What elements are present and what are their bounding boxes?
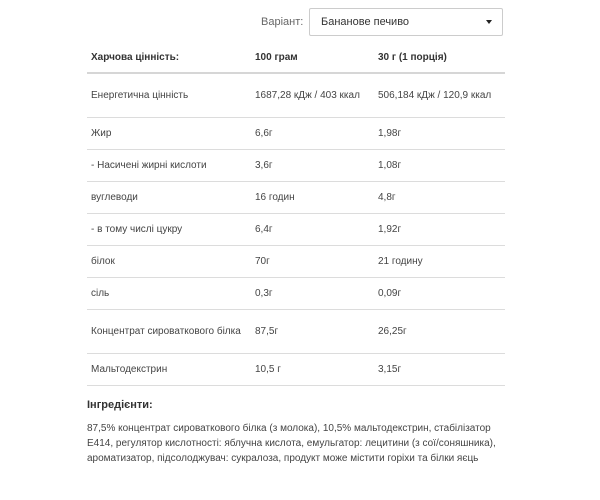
value-per-100g: 6,4г bbox=[251, 214, 374, 246]
table-row bbox=[87, 278, 505, 310]
value-per-100g: 87,5г bbox=[251, 310, 374, 354]
value-per-100g: 1687,28 кДж / 403 ккал bbox=[251, 73, 374, 118]
variant-select[interactable] bbox=[309, 8, 503, 36]
value-per-serving: 506,184 кДж / 120,9 ккал bbox=[374, 73, 505, 118]
table-row bbox=[87, 150, 505, 182]
nutrient-name: - Насичені жирні кислоти bbox=[87, 150, 251, 182]
value-per-serving: 0,09г bbox=[374, 278, 505, 310]
ingredients-text: 87,5% концентрат сироваткового білка (з молока), 10,5% мальтодекстрин, стабілізатор Е414, регулятор кислотності: яблучна кислота, емульгатор: лецитини (з сої/соняшника), ароматизатор, підсолоджувач: сукралоза, продукт може містити горіхи та білки яєць bbox=[87, 423, 496, 464]
column-header-per-100g: 100 грам bbox=[251, 44, 374, 73]
value-per-100g: 0,3г bbox=[251, 278, 374, 310]
nutrient-name: Енергетична цінність bbox=[87, 73, 251, 118]
variant-selected-value: Бананове печиво bbox=[321, 16, 410, 28]
nutrition-table bbox=[87, 44, 505, 386]
table-row bbox=[87, 182, 505, 214]
value-per-serving: 1,92г bbox=[374, 214, 505, 246]
nutrient-name: сіль bbox=[87, 278, 251, 310]
value-per-serving: 26,25г bbox=[374, 310, 505, 354]
value-per-100g: 70г bbox=[251, 246, 374, 278]
column-header-per-serving: 30 г (1 порція) bbox=[374, 44, 505, 73]
value-per-serving: 1,08г bbox=[374, 150, 505, 182]
column-header-nutrient: Харчова цінність: bbox=[87, 44, 251, 73]
nutrient-name: білок bbox=[87, 246, 251, 278]
table-row bbox=[87, 310, 505, 354]
ingredients-heading: Інгредієнти: bbox=[87, 399, 153, 411]
value-per-100g: 3,6г bbox=[251, 150, 374, 182]
table-row bbox=[87, 118, 505, 150]
value-per-100g: 16 годин bbox=[251, 182, 374, 214]
nutrient-name: вуглеводи bbox=[87, 182, 251, 214]
table-row bbox=[87, 354, 505, 386]
nutrient-name: Мальтодекстрин bbox=[87, 354, 251, 386]
value-per-100g: 6,6г bbox=[251, 118, 374, 150]
variant-selector-row bbox=[0, 8, 600, 38]
value-per-100g: 10,5 г bbox=[251, 354, 374, 386]
value-per-serving: 21 годину bbox=[374, 246, 505, 278]
table-row bbox=[87, 214, 505, 246]
table-row bbox=[87, 73, 505, 118]
variant-label: Варіант: bbox=[261, 16, 304, 28]
value-per-serving: 1,98г bbox=[374, 118, 505, 150]
value-per-serving: 3,15г bbox=[374, 354, 505, 386]
nutrient-name: Концентрат сироваткового білка bbox=[87, 310, 251, 354]
value-per-serving: 4,8г bbox=[374, 182, 505, 214]
nutrient-name: - в тому числі цукру bbox=[87, 214, 251, 246]
table-header-row bbox=[87, 44, 505, 73]
nutrient-name: Жир bbox=[87, 118, 251, 150]
chevron-down-icon bbox=[486, 20, 492, 24]
table-row bbox=[87, 246, 505, 278]
